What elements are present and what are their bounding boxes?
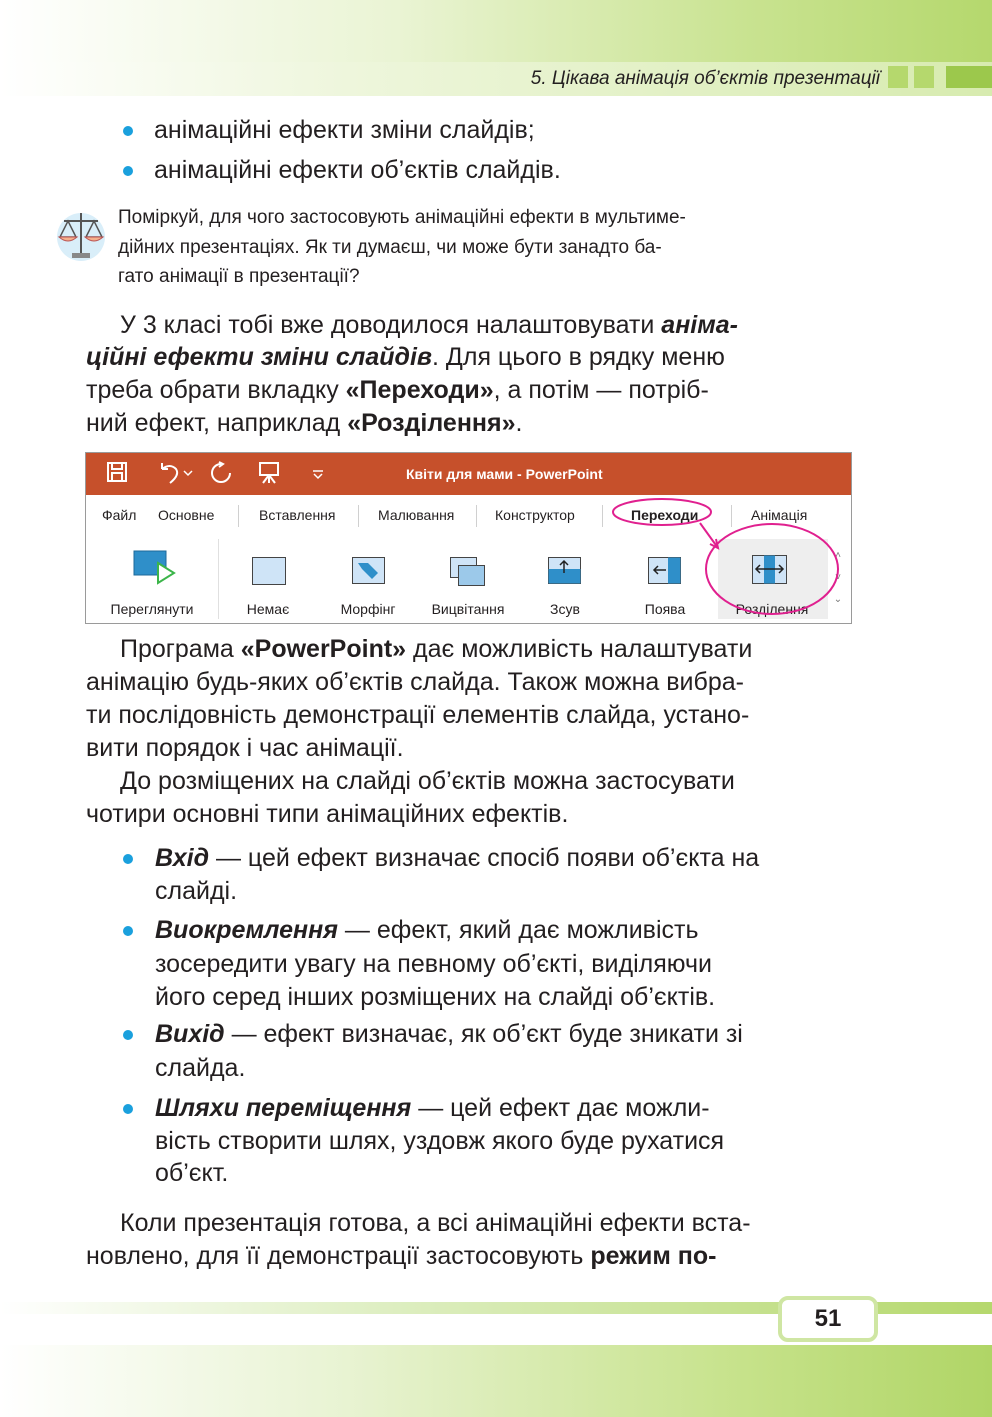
para2-line-1: Програма «PowerPoint» дає можливість налаштувати	[120, 635, 753, 663]
morph-transition-icon[interactable]	[352, 557, 386, 585]
think-line-3: гато анімації в презентації?	[118, 266, 360, 287]
fade-label: Вицвітання	[431, 601, 505, 617]
type-exit-line-2: слайда.	[155, 1054, 246, 1082]
none-transition-icon[interactable]	[252, 557, 286, 585]
type-exit-line-1: Вихід — ефект визначає, як об’єкт буде зникати зі	[155, 1020, 743, 1048]
undo-icon[interactable]	[156, 461, 196, 487]
gallery-scroll-buttons[interactable]: ˄ ˅ ⌄	[833, 550, 843, 605]
header-square	[914, 66, 934, 88]
tab-animations[interactable]: Анімація	[751, 507, 808, 523]
para1-line-4: ний ефект, наприклад «Розділення».	[86, 409, 523, 437]
highlight-annotation	[600, 490, 850, 630]
preview-icon[interactable]	[132, 549, 176, 585]
para2-line-3: ти послідовність демонстрації елементів слайда, устано-	[86, 701, 750, 729]
preview-label: Переглянути	[110, 601, 194, 617]
morph-label: Морфінг	[340, 601, 396, 617]
header-tail	[946, 66, 992, 88]
save-icon[interactable]	[104, 461, 130, 487]
tab-insert[interactable]: Вставлення	[259, 507, 336, 523]
none-label: Немає	[246, 601, 290, 617]
type-motion-line-2: вість створити шлях, уздовж якого буде рухатися	[155, 1127, 725, 1155]
tab-separator	[358, 505, 359, 527]
para4-line-2: новлено, для її демонстрації застосовують режим по-	[86, 1242, 717, 1270]
split-label: Розділення	[735, 601, 809, 617]
type-motion-line-3: об’єкт.	[155, 1159, 229, 1187]
chapter-title: 5. Цікава анімація об’єктів презентації	[530, 68, 880, 89]
present-icon[interactable]	[256, 461, 282, 487]
appear-label: Поява	[644, 601, 686, 617]
bullet-icon	[123, 1030, 133, 1040]
para1-line-2: ційні ефекти зміни слайдів. Для цього в рядку меню	[86, 343, 725, 371]
header-square	[888, 66, 908, 88]
tab-home[interactable]: Основне	[158, 507, 215, 523]
ribbon-divider	[218, 539, 219, 619]
tab-separator	[238, 505, 239, 527]
bullet-icon	[123, 126, 133, 136]
para1-line-1: У 3 класі тобі вже доводилося налаштовувати аніма-	[120, 311, 738, 339]
type-emphasis-line-2: зосередити увагу на певному об’єкті, виділяючи	[155, 950, 712, 978]
para4-line-1: Коли презентація готова, а всі анімаційні ефекти вста-	[120, 1209, 751, 1237]
tab-file[interactable]: Файл	[102, 507, 137, 523]
tab-transitions[interactable]: Переходи	[631, 507, 699, 523]
push-transition-icon[interactable]	[548, 557, 582, 585]
para3-line-2: чотири основні типи анімаційних ефектів.	[86, 800, 569, 828]
para3-line-1: До розміщених на слайді об’єктів можна застосувати	[120, 767, 735, 795]
top-decor-band	[0, 0, 992, 62]
tab-design[interactable]: Конструктор	[495, 507, 575, 523]
bullet-icon	[123, 1104, 133, 1114]
bullet-icon	[123, 854, 133, 864]
type-entrance-line-2: слайді.	[155, 877, 238, 905]
tab-draw[interactable]: Малювання	[378, 507, 455, 523]
intro-bullet-1: анімаційні ефекти зміни слайдів;	[154, 116, 535, 144]
type-emphasis-line-1: Виокремлення — ефект, який дає можливість	[155, 916, 699, 944]
type-emphasis-line-3: його серед інших розміщених на слайді об’єктів.	[155, 983, 716, 1011]
think-line-1: Поміркуй, для чого застосовують анімаційні ефекти в мультиме-	[118, 207, 686, 228]
bullet-icon	[123, 926, 133, 936]
scales-icon	[56, 205, 106, 263]
para2-line-2: анімацію будь-яких об’єктів слайда. Також можна вибра-	[86, 668, 744, 696]
bottom-decor-band	[0, 1345, 992, 1417]
fade-transition-icon[interactable]	[450, 557, 488, 587]
redo-icon[interactable]	[208, 461, 234, 487]
tab-separator	[476, 505, 477, 527]
type-entrance-line-1: Вхід — цей ефект визначає спосіб появи об’єкта на	[155, 844, 760, 872]
customize-dropdown-icon[interactable]	[308, 461, 328, 487]
bullet-icon	[123, 166, 133, 176]
think-line-2: дійних презентаціях. Як ти думаєш, чи може бути занадто ба-	[118, 237, 662, 258]
window-title: Квіти для мами - PowerPoint	[406, 466, 603, 482]
type-motion-line-1: Шляхи переміщення — цей ефект дає можли-	[155, 1094, 710, 1122]
intro-bullet-2: анімаційні ефекти об’єктів слайдів.	[154, 156, 561, 184]
ppt-titlebar	[86, 453, 851, 495]
para1-line-3: треба обрати вкладку «Переходи», а потім — потріб-	[86, 376, 709, 404]
para2-line-4: вити порядок і час анімації.	[86, 734, 404, 762]
page-number: 51	[814, 1305, 842, 1332]
push-label: Зсув	[550, 601, 580, 617]
